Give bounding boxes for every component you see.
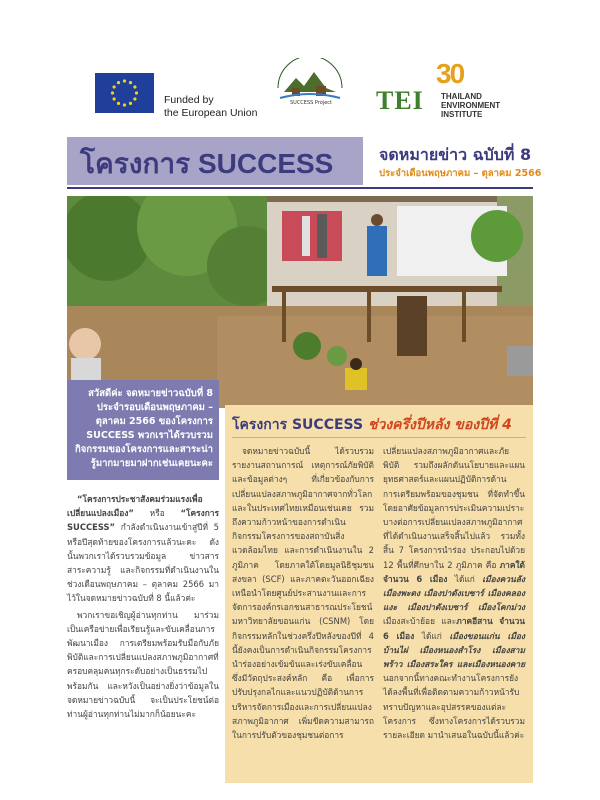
northeast-region-label: ภาคอีสาน จำนวน 6 เมือง — [383, 616, 525, 641]
tei-name-line2: ENVIRONMENT — [441, 101, 501, 110]
project-thai-name: “โครงการประชาสังคมร่วมแรงเพื่อเปลี่ยนแปลงเมือง” — [67, 494, 203, 519]
left-column — [67, 492, 219, 723]
success-project-logo — [270, 58, 350, 118]
feature-title-part2: ช่วงครึ่งปีหลัง ของปีที่ 4 — [363, 417, 512, 433]
tei-name-line3: INSTITUTE — [441, 110, 483, 119]
left-p1-rest: กำลังดำเนินงานเข้าสู่ปีที่ 5 หรือปีสุดท้ายของโครงการแล้วนะคะ ดังนั้นพวกเราได้รวบรวมข้อมูล ข่าวสาร สาระความรู้ และกิจกรรมที่ดำเนินงานในช่วงเดือนพฤษภาคม – ตุลาคม 2566 มาไว้ในจดหมายข่าวฉบับที่ 8 นี้แล้วค่ะ — [67, 522, 219, 604]
left-paragraph-2: พวกเราขอเชิญผู้อ่านทุกท่าน มาร่วมเป็นเครือข่ายเพื่อเรียนรู้และขับเคลื่อนการพัฒนาเมือง การเตรียมพร้อมรับมือกับภัยพิบัติและการเปลี่ยนแปลงสภาพภูมิอากาศที่ครอบคลุมคนทุกระดับอย่างเป็นธรรมไปพร้อมกัน และหวังเป็นอย่างยิ่งว่าข้อมูลในจดหมายข่าวฉบับนี้ จะเป็นประโยชน์ต่อท่านผู้อ่านทุกท่านไม่มากก็น้อยนะคะ — [67, 609, 219, 720]
eu-stars-icon — [95, 73, 154, 113]
project-short-name: “โครงการ SUCCESS” — [67, 508, 219, 533]
flooded-house-photo — [67, 196, 533, 408]
success-logo-label: SUCCESS Project — [289, 100, 333, 106]
feature-column-2 — [383, 444, 525, 742]
title-divider — [67, 187, 533, 189]
south-region-label: ภาคใต้ จำนวน 6 เมือง — [383, 559, 525, 584]
feature-col2-a: เปลี่ยนแปลงสภาพภูมิอากาศและภัยพิบัติ รวมถึงผลักดันนโยบายและแผนยุทธศาสตร์และแผนปฏิบัติการด้านการเตรียมพร้อมของชุมชน ที่จัดทำขึ้นโดยอาศัยข้อมูลการประเมินความเปราะบางต่อการเปลี่ยนแปลงสภาพภูมิอากาศที่ได้ดำเนินงานเสร็จสิ้นไปแล้ว รวมทั้งสิ้น 7 โครงการนำร่อง ประกอบไปด้วย 12 พื้นที่ศึกษาใน 2 ภูมิภาค คือ — [383, 446, 525, 570]
feature-title — [232, 414, 512, 436]
eu-funding-text — [164, 94, 257, 120]
issue-number: จดหมายข่าว ฉบับที่ 8 — [379, 145, 532, 164]
feature-col2-b: ได้แก่ — [447, 573, 483, 584]
feature-col2-text — [383, 444, 525, 742]
tei-logo-letters: TEI — [376, 86, 424, 115]
intro-box — [67, 380, 219, 480]
tei-institute-name — [441, 92, 500, 119]
feature-divider — [232, 437, 526, 438]
feature-col2-d: ได้แก่ — [414, 630, 450, 641]
feature-col2-e: นอกจากนี้ทางคณะทำงานโครงการยังได้ลงพื้นที่เพื่อติดตามความก้าวหน้ารับทราบปัญหาและอุปสรรคของแต่ละโครงการ ซึ่งทางโครงการได้รวบรวมรายละเอียด มานำเสนอในฉบับนี้แล้วค่ะ — [383, 673, 525, 741]
issue-period: ประจำเดือนพฤษภาคม – ตุลาคม 2566 — [379, 168, 542, 179]
header-logos — [0, 0, 600, 128]
tei-30-year-mark: 30 — [436, 58, 464, 89]
flood-scene-illustration — [67, 196, 533, 408]
intro-text: สวัสดีค่ะ จดหมายข่าวฉบับที่ 8 ประจำรอบเดือนพฤษภาคม – ตุลาคม 2566 ของโครงการ SUCCESS พวกเราได้รวบรวมกิจกรรมของโครงการและสาระน่ารู้มากมายมาฝากเช่นเคยนะคะ — [75, 388, 213, 469]
eu-text-line2: the European Union — [164, 107, 258, 119]
eu-flag-logo — [95, 73, 154, 113]
eu-text-line1: Funded by — [164, 94, 214, 106]
feature-col1-text: จดหมายข่าวฉบับนี้ ได้รวบรวมรายงานสถานการณ์ เหตุการณ์ภัยพิบัติ และข้อมูลต่างๆ ที่เกี่ยวข้องกับการเปลี่ยนแปลงสภาพภูมิอากาศจากทั่วโลกและในประเทศไทยเหมือนเช่นเคย รวมถึงความก้าวหน้าของการดำเนินกิจกรรมโครงการของสถาบันสิ่งแวดล้อมไทย และการดำเนินงานใน 2 ภูมิภาค โดยภาคใต้โดยมูลนิธิชุมชนสงขลา (SCF) และภาคตะวันออกเฉียงเหนือนำโดยศูนย์ประสานงานและการจัดการองค์กรเอกชนสาธารณประโยชน์มหาวิทยาลัยขอนแก่น (CSNM) โดยกิจกรรมหลักในช่วงครึ่งปีหลังของปีที่ 4 นี้ยังคงเป็นการดำเนินกิจกรรมโครงการนำร่องอย่างเข้มข้นและเร่งขับเคลื่อน ซึ่งมีวัตถุประสงค์หลัก คือ เพื่อการปรับปรุงกลไกและแนวปฏิบัติด้านการบริหารจัดการเมืองและการเปลี่ยนแปลงสภาพภูมิอากาศ เพิ่มขีดความสามารถในการปรับตัวของชุมชนต่อการ — [232, 446, 374, 741]
south-city-list: เมืองควนลัง เมืองพะตง เมืองปาดังเบซาร์ เมืองคลองแงะ เมืองปาดังเบซาร์ เมืองโคกม่วง — [383, 573, 525, 613]
left-p1-connector: หรือ — [133, 508, 181, 519]
northeast-city-list: เมืองขอนแก่น เมืองบ้านไผ่ เมืองหนองสำโรง เมืองสามพร้าว เมืองสระใคร และเมืองหนองคาย — [383, 630, 525, 670]
feature-column-1 — [232, 444, 374, 742]
tei-name-line1: THAILAND — [441, 92, 482, 101]
left-paragraph-1 — [67, 492, 219, 606]
feature-title-part1: โครงการ SUCCESS — [232, 417, 364, 433]
page-title: โครงการ SUCCESS — [80, 148, 334, 179]
feature-col2-c: เมืองสะบ้าย้อย และ — [383, 616, 457, 627]
